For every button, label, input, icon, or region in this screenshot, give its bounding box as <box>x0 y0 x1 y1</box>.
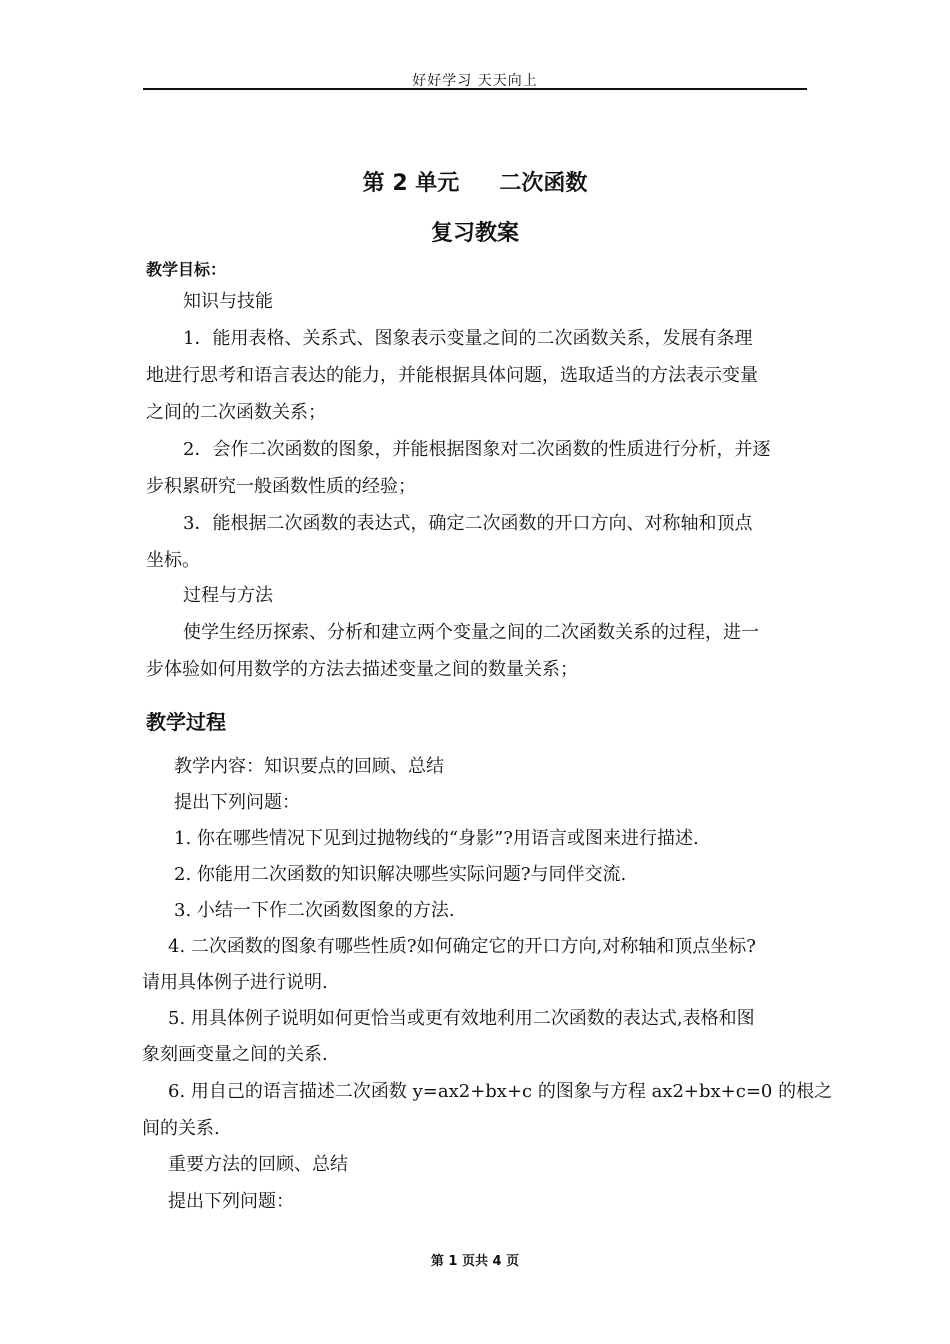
question-4-line-1: 4. 二次函数的图象有哪些性质?如何确定它的开口方向,对称轴和顶点坐标? <box>168 936 756 957</box>
objective-1-line-1: 1．能用表格、关系式、图象表示变量之间的二次函数关系，发展有条理 <box>183 328 753 349</box>
objective-2-line-1: 2．会作二次函数的图象，并能根据图象对二次函数的性质进行分析，并逐 <box>183 439 771 460</box>
question-5-line-2: 象刻画变量之间的关系. <box>142 1044 328 1065</box>
process-method-line-1: 使学生经历探索、分析和建立两个变量之间的二次函数关系的过程，进一 <box>183 622 759 643</box>
teaching-content: 教学内容：知识要点的回顾、总结 <box>174 756 444 777</box>
objective-3-line-2: 坐标。 <box>146 550 200 571</box>
question-3: 3. 小结一下作二次函数图象的方法. <box>174 900 455 921</box>
ask-questions: 提出下列问题： <box>174 792 300 813</box>
methods-review: 重要方法的回顾、总结 <box>168 1154 348 1175</box>
question-6-line-1: 6. 用自己的语言描述二次函数 y=ax2+bx+c 的图象与方程 ax2+bx+c=0 的根之 <box>168 1081 833 1102</box>
question-6-line-2: 间的关系. <box>142 1118 220 1139</box>
question-5-line-1: 5. 用具体例子说明如何更恰当或更有效地利用二次函数的表达式,表格和图 <box>168 1008 755 1029</box>
teaching-process-heading: 教学过程 <box>146 710 226 734</box>
document-subtitle: 复习教案 <box>430 221 519 246</box>
objective-3-line-1: 3．能根据二次函数的表达式，确定二次函数的开口方向、对称轴和顶点 <box>183 513 753 534</box>
question-4-line-2: 请用具体例子进行说明. <box>142 972 328 993</box>
process-method-heading: 过程与方法 <box>183 585 273 606</box>
objective-2-line-2: 步积累研究一般函数性质的经验； <box>146 476 416 497</box>
objectives-heading: 教学目标： <box>146 260 227 279</box>
process-method-line-2: 步体验如何用数学的方法去描述变量之间的数量关系； <box>146 659 578 680</box>
document-title <box>0 166 950 197</box>
question-2: 2. 你能用二次函数的知识解决哪些实际问题?与同伴交流. <box>174 864 627 885</box>
objective-1-line-3: 之间的二次函数关系； <box>146 402 326 423</box>
knowledge-heading: 知识与技能 <box>183 291 273 312</box>
page-footer: 第 1 页共 4 页 <box>430 1254 520 1269</box>
page-header: 好好学习 天天向上 <box>412 73 538 89</box>
title-unit: 第 2 单元 <box>362 171 460 196</box>
question-1: 1. 你在哪些情况下见到过抛物线的“身影”?用语言或图来进行描述. <box>174 828 699 849</box>
title-topic: 二次函数 <box>499 171 588 196</box>
header-rule <box>143 88 807 90</box>
ask-questions-2: 提出下列问题： <box>168 1191 294 1212</box>
objective-1-line-2: 地进行思考和语言表达的能力，并能根据具体问题，选取适当的方法表示变量 <box>146 365 758 386</box>
